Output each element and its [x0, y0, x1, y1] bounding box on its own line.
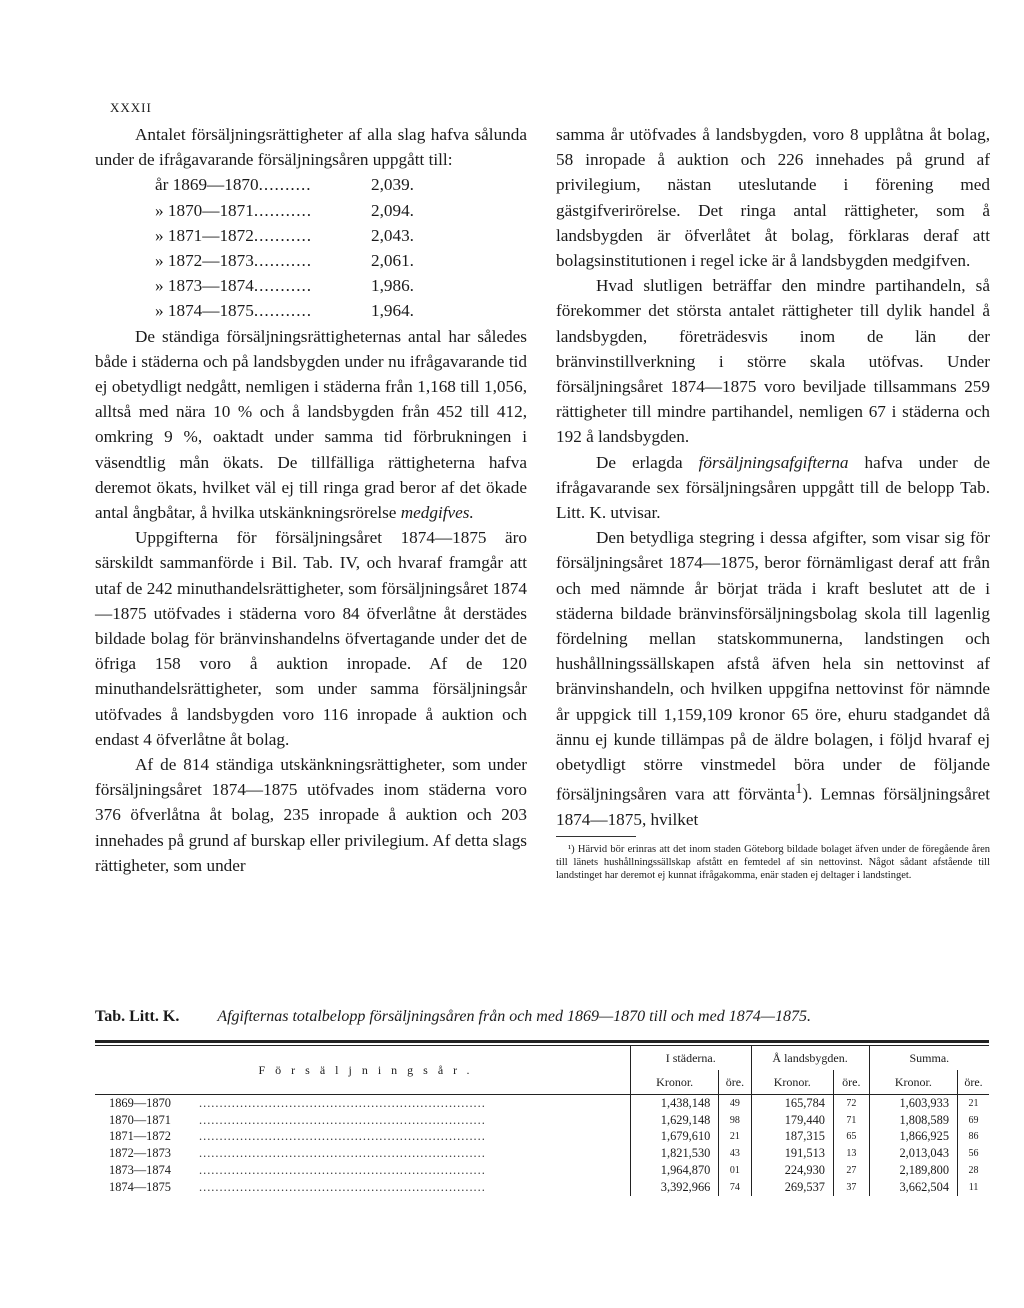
year-list-item: år 1869—1870.......... 2,039. [155, 175, 414, 195]
table-row: 1870—1871 ...................................................................... 1,629,148 98 179,440 71 1,808,589 69 [95, 1112, 989, 1129]
right-column [556, 122, 990, 882]
kronor-header: Kronor. [869, 1070, 957, 1095]
kronor-header: Kronor. [751, 1070, 833, 1095]
table-caption [95, 1008, 995, 1026]
group-header-landsbygden: Å landsbygden. [751, 1046, 869, 1070]
fees-table [95, 1046, 989, 1196]
paragraph-uppgifterna: Uppgifterna för försäljningsåret 1874—1875 äro särskildt sammanförde i Bil. Tab. IV, och hvaraf framgår att utaf de 242 minuthandelsrättigheter, som försäljningsåret 1874—1875 utöfvades i städerna voro 84 öfverlåtne åt derstädes bildade bolag för bränvinshandelns öfvertagande under det de öfriga 158 voro å auktion inropade. Af de 120 minuthandelsrättigheter, som under samma försäljningsår utöfvades å landsbygden voro 116 inropade å auktion och endast 4 öfverlåtne åt bolag. [95, 528, 527, 749]
table-row: 1874—1875 ...................................................................... 3,392,966 74 269,537 37 3,662,504 11 [95, 1179, 989, 1196]
ore-header: öre. [833, 1070, 869, 1095]
kronor-header: Kronor. [631, 1070, 719, 1095]
year-list-item: » 1871—1872........... 2,043. [155, 225, 414, 245]
group-header-staderna: I städerna. [631, 1046, 752, 1070]
table-row: 1872—1873 ...................................................................... 1,821,530 43 191,513 13 2,013,043 56 [95, 1145, 989, 1162]
period-column-header: Försäljningsår. [95, 1046, 631, 1095]
footnote-ref: 1 [795, 781, 803, 798]
paragraph-partihandel: Hvad slutligen beträffar den mindre partihandeln, så förekommer det största antalet rättigheter till dylik handel å landsbygden, företrädesvis inom de län der bränvinstillverkning i större skala utöfvas. Under försäljningsåret 1874—1875 voro beviljade tillsammans 259 rättigheter till mindre partihandel, nemligen 67 i städerna och 192 å landsbygden. [556, 276, 990, 447]
page-number: XXXII [110, 100, 152, 115]
year-list-item: » 1872—1873........... 2,061. [155, 250, 414, 270]
table-row: 1869—1870 ...................................................................... 1,438,148 49 165,784 72 1,603,933 21 [95, 1095, 989, 1112]
group-header-summa: Summa. [869, 1046, 989, 1070]
intro-paragraph: Antalet försäljningsrättigheter af alla slag hafva sålunda under de ifrågavarande försäljningsåren uppgått till: [95, 125, 527, 170]
ore-header: öre. [719, 1070, 751, 1095]
paragraph-standiga: De ständiga försäljningsrättigheternas antal har således både i städerna och på landsbygden under nu ifrågavarande tid ej obetydligt nedgått, nemligen i städerna från 1,168 till 1,056, alltså med nära 10 % och å landsbygden från 452 till 412, omkring 9 %, oaktadt under samma tid förbrukningen i väsendtlig mån ökats. De tillfälliga rättigheterna hafva deremot ökats, hvilket väl ej till ringa grad beror af det ökade antal ångbåtar, å hvilka utskänkningsrörelse medgifves. [95, 326, 527, 522]
table-container [95, 1040, 989, 1196]
table-label: Tab. Litt. K. [95, 1008, 180, 1025]
table-title: Afgifternas totalbelopp försäljningsåren från och med 1869—1870 till och med 1874—1875. [217, 1008, 811, 1025]
year-list-item: » 1870—1871........... 2,094. [155, 200, 414, 220]
footnote-separator [556, 836, 636, 837]
table-row: 1871—1872 ...................................................................... 1,679,610 21 187,315 65 1,866,925 86 [95, 1129, 989, 1146]
left-column [95, 122, 527, 878]
paragraph-utskankning: Af de 814 ständiga utskänkningsrättigheter, som under försäljningsåret 1874—1875 utöfvades inom städerna voro 376 öfverlåtna åt bolag, 235 inropade å auktion och 203 innehades på grund af burskap eller privilegium. Af detta slags rättigheter, som under [95, 754, 527, 875]
year-list [155, 172, 527, 323]
paragraph-afgifter: De erlagda försäljningsafgifterna hafva under de ifrågavarande sex försäljningsåren uppgått till de belopp Tab. Litt. K. utvisar. [556, 452, 990, 523]
paragraph-landsbygden: samma år utöfvades å landsbygden, voro 8 upplåtna åt bolag, 58 inropade å auktion och 226 innehades på grund af privilegium, nästan uteslutande i förening med gästgifverirörelse. Det ringa antal rättigheter, som å landsbygden är öfverlåtet åt bolag, förklaras deraf att bolagsinstitutionen i regel icke är å landsbygden medgifven. [556, 125, 990, 271]
ore-header: öre. [958, 1070, 989, 1095]
year-list-item: » 1873—1874........... 1,986. [155, 276, 414, 296]
table-row: 1873—1874 ...................................................................... 1,964,870 01 224,930 27 2,189,800 28 [95, 1162, 989, 1179]
year-list-item: » 1874—1875........... 1,964. [155, 301, 414, 321]
paragraph-stegring: Den betydliga stegring i dessa afgifter, som visar sig för försäljningsåret 1874—1875, beror förnämligast deraf att från och med nämnde år börjat träda i kraft beslutet att de i städerna bildade bränvinsförsäljningsbolag skola till lagenlig fördelning mellan statskommunerna, landstingen och hushållningssällskapen afstå äfven hela sin nettovinst af bränvinshandeln, och hvilken uppgifna nettovinst för nämnde år uppgick till 1,159,109 kronor 65 öre, ehuru stadgandet då ännu ej kunde tillämpas på de äldre bolagen, i följd hvaraf ej obetydligt större vinstmedel böra under de följande försäljningsåren vara att förvänta$^1$). Lemnas försäljningsåret 1874—1875, hvilket [556, 528, 990, 830]
footnote: ¹) Härvid bör erinras att det inom staden Göteborg bildade bolaget äfven under de föregående åren till länets hushållningssällskap afstått en femtedel af sin nettovinst. Något sådant afstående till landstinget har deremot ej kunnat ifrågakomma, enär staden ej deltager i landstinget. [556, 844, 991, 882]
